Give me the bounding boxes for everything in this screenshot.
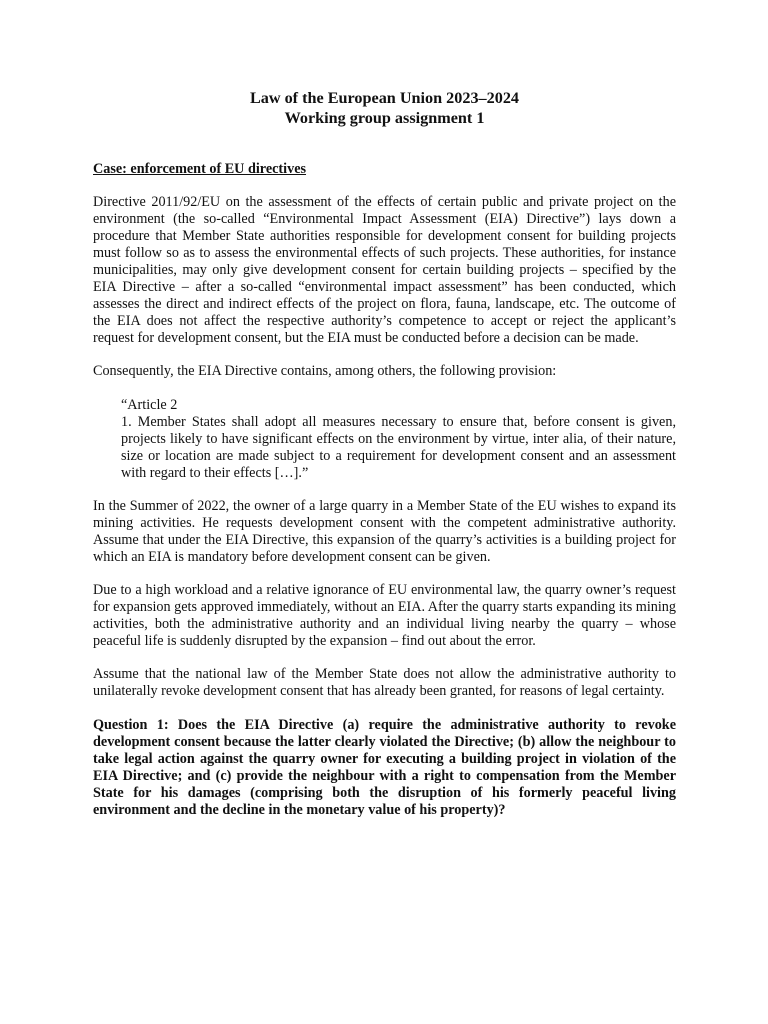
case-heading: Case: enforcement of EU directives — [93, 161, 307, 177]
paragraph-eia-intro: Directive 2011/92/EU on the assessment of the effects of certain public and private project on the environment (the so-called “Environmental Impact Assessment (EIA) Directive”) lays down a procedure that Member State authorities responsible for development consent for building projects must follow so as to assess the environmental effects of such projects. These authorities, for instance municipalities, may only give development consent for certain building projects – specified by the EIA Directive – after a so-called “environmental impact assessment” has been conducted, which assesses the direct and indirect effects of the project on flora, fauna, landscape, etc. The outcome of the EIA does not affect the respective authority’s competence to accept or reject the applicant’s request for development consent, but the EIA must be conducted before a decision can be made. — [93, 194, 676, 346]
document-title-line-2: Working group assignment 1 — [284, 109, 485, 127]
paragraph-national-law: Assume that the national law of the Member State does not allow the administrative authority to unilaterally revoke development consent that has already been granted, for reasons of legal certainty. — [93, 666, 676, 699]
article-quote-heading: “Article 2 — [121, 397, 178, 413]
question-1: Question 1: Does the EIA Directive (a) require the administrative authority to revoke development consent because the latter clearly violated the Directive; (b) allow the neighbour to take legal action against the quarry owner for executing a building project in violation of the EIA Directive; and (c) provide the neighbour with a right to compensation from the Member State for his damages (comprising both the disruption of his formerly peaceful living environment and the decline in the monetary value of his property)? — [93, 717, 676, 818]
paragraph-approval-error: Due to a high workload and a relative ignorance of EU environmental law, the quarry owner’s request for expansion gets approved immediately, without an EIA. After the quarry starts expanding its mining activities, both the administrative authority and an individual living nearby the quarry – whose peaceful life is suddenly disrupted by the expansion – find out about the error. — [93, 582, 676, 649]
article-quote-body: 1. Member States shall adopt all measures necessary to ensure that, before consent is given, projects likely to have significant effects on the environment by virtue, inter alia, of their nature, size or location are made subject to a requirement for development consent and an assessment with regard to their effects […].” — [121, 414, 676, 481]
document-title-line-1: Law of the European Union 2023–2024 — [249, 89, 520, 107]
paragraph-quarry-request: In the Summer of 2022, the owner of a large quarry in a Member State of the EU wishes to expand its mining activities. He requests development consent with the competent administrative authority. Assume that under the EIA Directive, this expansion of the quarry’s activities is a building project for which an EIA is mandatory before development consent can be given. — [93, 498, 676, 565]
paragraph-provision-intro: Consequently, the EIA Directive contains, among others, the following provision: — [93, 363, 557, 379]
article-quote — [121, 397, 676, 482]
